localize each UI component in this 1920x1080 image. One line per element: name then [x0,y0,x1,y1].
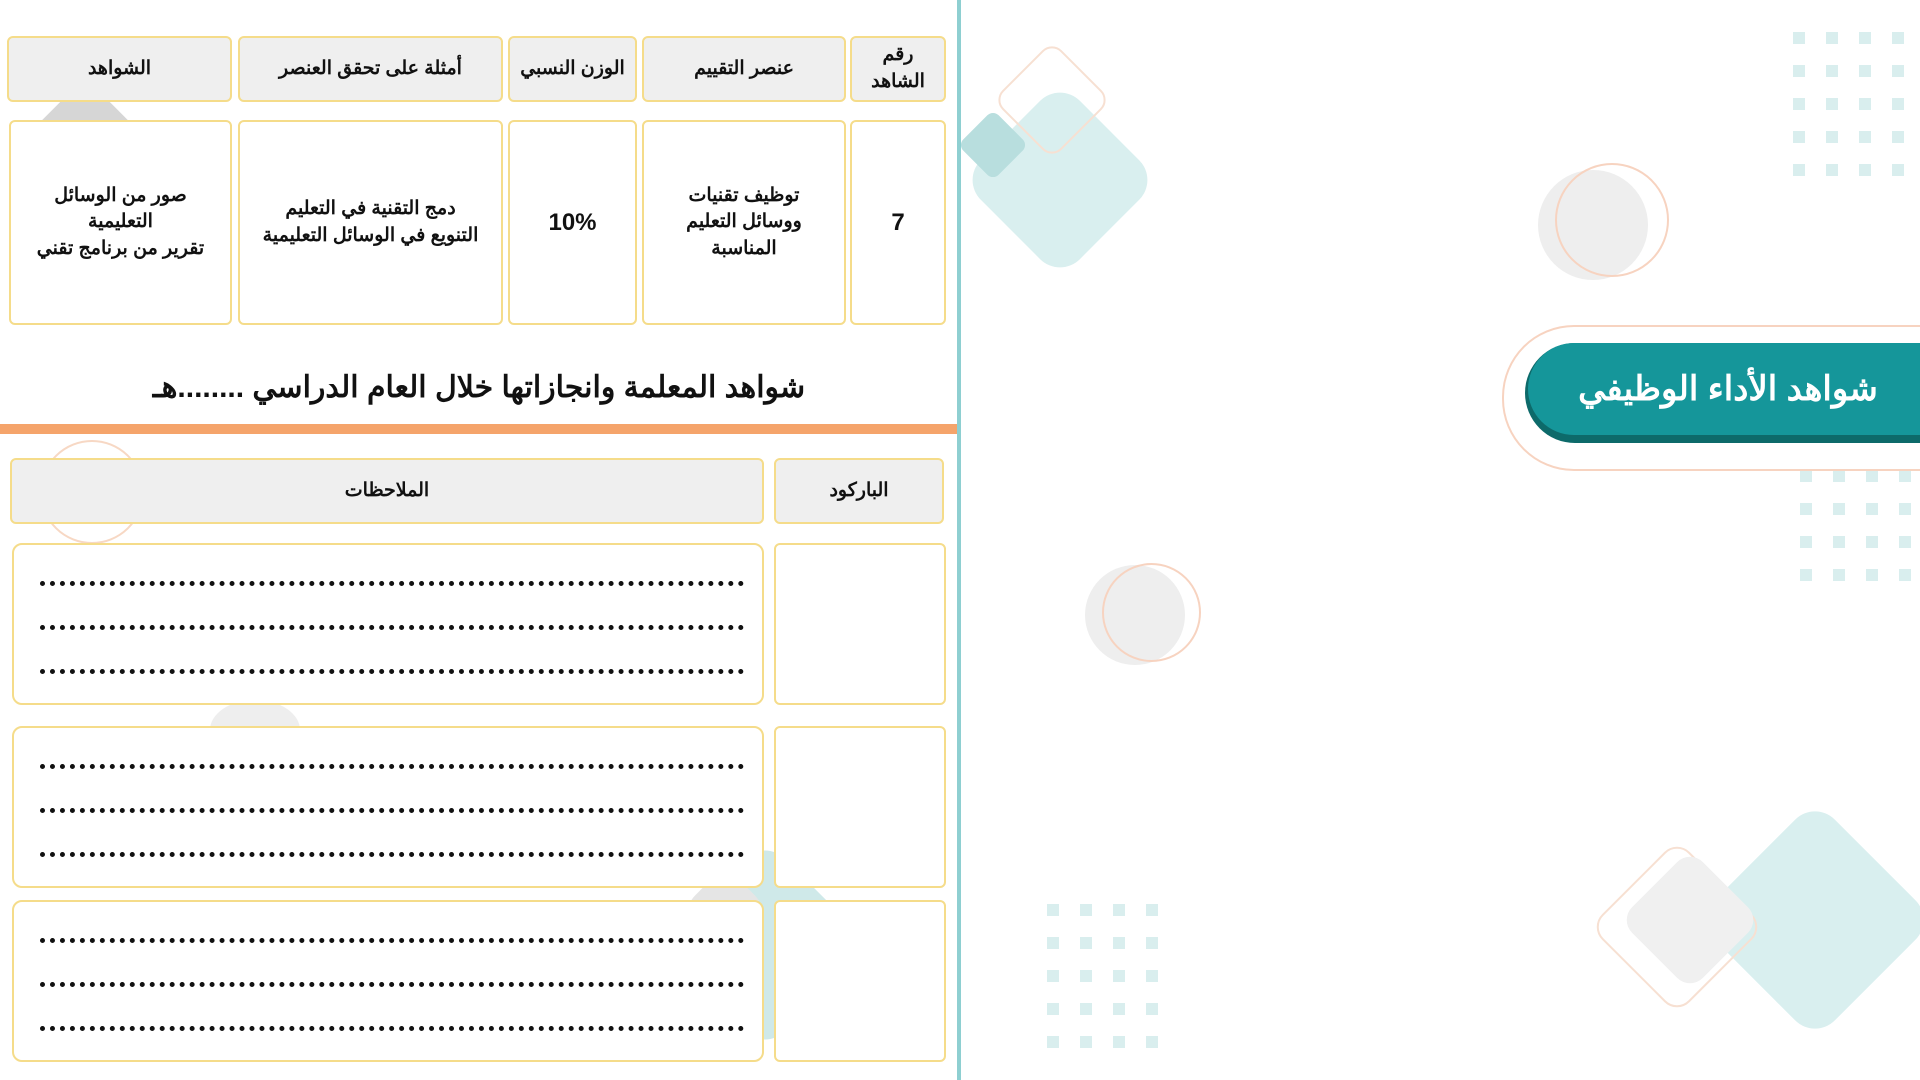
row-element-value: توظيف تقنيات ووسائل التعليم المناسبة [686,184,802,259]
decor-dots [1793,32,1904,176]
decor-dots [1047,904,1158,1048]
header-number-label: رقم الشاهد [871,44,925,92]
row-examples-line-2: التنويع في الوسائل التعليمية [262,224,479,246]
dotted-line [40,581,744,586]
header-number [850,36,946,102]
row-number-value: 7 [891,208,905,236]
header-evidence [7,36,232,102]
header-evidence-label: الشواهد [87,57,152,79]
header-element-label: عنصر التقييم [694,57,794,79]
left-page [0,0,958,1080]
row-evidence-line-2: تقرير من برنامج تقني [36,237,205,259]
barcode-cell[interactable] [774,726,946,888]
row-weight-value: 10% [548,208,597,236]
row-examples [238,120,503,325]
banner-title-text: شواهد الأداء الوظيفي [1578,370,1878,408]
header-notes-label: الملاحظات [344,479,430,501]
notes-cell[interactable] [12,900,764,1062]
dotted-line [40,852,744,857]
banner-title [1528,343,1920,435]
header-barcode-label: الباركود [829,479,889,501]
decor-ring [1102,563,1201,662]
row-element [642,120,846,325]
header-notes [10,458,764,524]
dotted-line [40,669,744,674]
divider-bar [0,424,958,434]
dotted-line [40,625,744,630]
row-examples-line-1: دمج التقنية في التعليم [285,197,456,219]
notes-cell[interactable] [12,726,764,888]
section-title: شواهد المعلمة وانجازاتها خلال العام الدراسي ........هـ [152,371,806,404]
barcode-cell[interactable] [774,900,946,1062]
row-evidence [9,120,232,325]
notes-cell[interactable] [12,543,764,705]
header-examples-label: أمثلة على تحقق العنصر [279,57,462,79]
header-examples [238,36,503,102]
header-element [642,36,846,102]
header-barcode [774,458,944,524]
decor-ring [1555,163,1669,277]
dotted-line [40,938,744,943]
row-number [850,120,946,325]
dotted-line [40,764,744,769]
dotted-line [40,1026,744,1031]
row-evidence-line-1: صور من الوسائل التعليمية [54,184,187,233]
header-weight [508,36,637,102]
dotted-line [40,982,744,987]
barcode-cell[interactable] [774,543,946,705]
dotted-line [40,808,744,813]
row-weight [508,120,637,325]
header-weight-label: الوزن النسبي [520,57,625,79]
page-divider [957,0,961,1080]
